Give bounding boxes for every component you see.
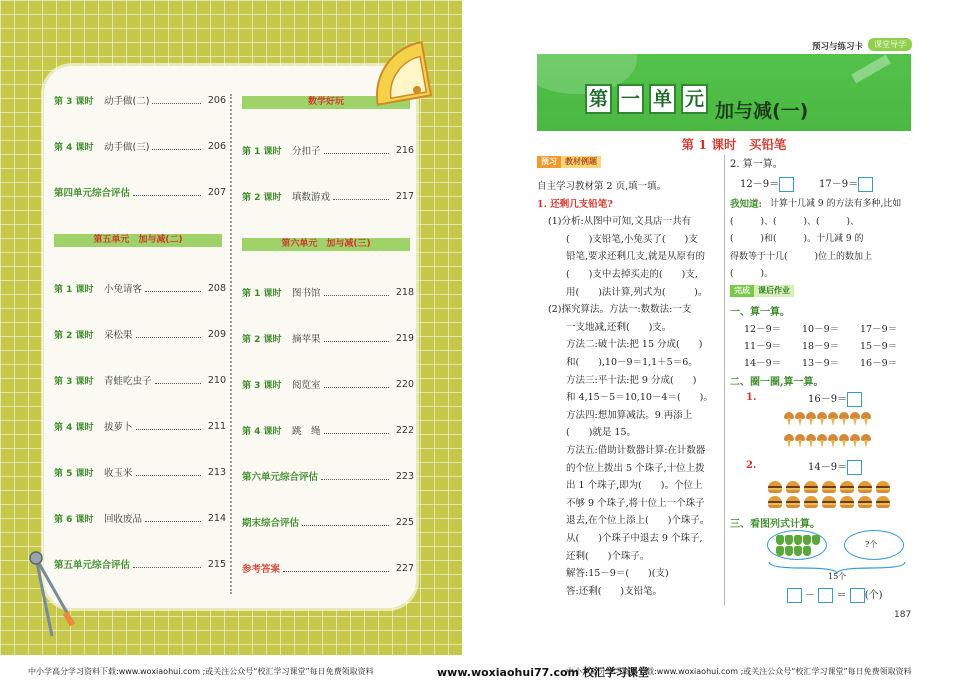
- ice-cream-icon[interactable]: [850, 412, 860, 426]
- toc-leader-dots: [136, 422, 201, 430]
- toc-page-number: 208: [207, 282, 226, 294]
- answer-box[interactable]: [850, 588, 865, 603]
- footer-left-text: 中小学高分学习资料下载:www.woxiaohui.com ;或关注公众号“校汇学习课堂”每日免费领取资料: [28, 667, 374, 676]
- expr: 16－9＝: [808, 394, 848, 405]
- toc-entry-title: 期末综合评估: [242, 518, 300, 529]
- burger-icon[interactable]: [858, 496, 872, 508]
- ice-cream-icon[interactable]: [795, 434, 805, 448]
- toc-leader-dots: [321, 472, 389, 480]
- burger-icon[interactable]: [822, 481, 836, 493]
- exercise-line: ( )支铅笔,小兔买了( )支: [566, 233, 698, 245]
- toc-page-number: 219: [395, 332, 414, 344]
- exercise-line: 用( )法计算,列式为( )。: [566, 286, 708, 298]
- expr: 17－9＝: [819, 179, 859, 190]
- preview-tag: [537, 156, 601, 168]
- toc-lesson-title: 分扣子: [292, 146, 321, 157]
- left-page: [0, 0, 462, 655]
- burger-icon[interactable]: [822, 496, 836, 508]
- header-text: 预习与练习卡: [812, 42, 864, 52]
- toc-lesson-number: 第 6 课时: [54, 514, 94, 525]
- toc-leader-dots: [145, 514, 201, 522]
- pepper-icon: [794, 546, 802, 556]
- ice-cream-icon[interactable]: [817, 434, 827, 448]
- toc-page-number: 225: [395, 516, 414, 528]
- pepper-icon: [776, 535, 784, 545]
- ice-cream-icon[interactable]: [806, 412, 816, 426]
- toc-page-number: 207: [207, 186, 226, 198]
- toc-page-number: 218: [395, 286, 414, 298]
- ice-cream-cone: [787, 440, 791, 448]
- know-line: 得数等于十几( )位上的数加上: [730, 251, 873, 262]
- toc-entry-title: 第四单元综合评估: [54, 188, 131, 199]
- ice-cream-icon[interactable]: [795, 412, 805, 426]
- toc-lesson-title: 青蛙吃虫子: [104, 376, 152, 387]
- lesson-title: 第 1 课时 买铅笔: [681, 137, 787, 152]
- answer-box[interactable]: [787, 588, 802, 603]
- burger-icon[interactable]: [840, 481, 854, 493]
- toc-lesson-number: 第 4 课时: [54, 142, 94, 153]
- ice-cream-icon[interactable]: [839, 434, 849, 448]
- toc-lesson-number: 第 2 课时: [242, 192, 282, 203]
- circle-q2: [808, 458, 862, 475]
- toc-unit-band: 第五单元 加与减(二): [54, 234, 222, 247]
- toc-entry-title: 参考答案: [242, 564, 281, 575]
- exercise-line: 的个位上拨出 5 个珠子,十位上拨: [566, 462, 705, 474]
- toc-lesson-title: 采松果: [104, 330, 133, 341]
- unknown-count-label: ?个: [865, 540, 878, 549]
- exercise-line: 方法四:想加算减法。9 再添上: [566, 409, 693, 421]
- toc-lesson-number: 第 3 课时: [54, 96, 94, 107]
- ice-cream-cone: [853, 440, 857, 448]
- toc-page-number: 227: [395, 562, 414, 574]
- toc-page-number: 216: [395, 144, 414, 156]
- expr: 14－9＝: [808, 462, 848, 473]
- ice-cream-cone: [820, 418, 824, 426]
- know-line: ( )。: [730, 269, 774, 279]
- burger-icon[interactable]: [876, 496, 890, 508]
- toc-lesson-title: 收玉米: [104, 468, 133, 479]
- toc-entry[interactable]: [54, 372, 226, 388]
- toc-entry[interactable]: [54, 138, 226, 154]
- unit-char: 一: [617, 84, 644, 114]
- toc-entry[interactable]: [242, 422, 414, 438]
- ice-cream-icon[interactable]: [828, 434, 838, 448]
- toc-lesson-number: 第 3 课时: [242, 380, 282, 391]
- expr: 12－9＝: [740, 179, 780, 190]
- pepper-icon: [803, 546, 811, 556]
- toc-lesson-title: 小兔请客: [104, 284, 143, 295]
- toc-entry-title: 第五单元综合评估: [54, 560, 131, 571]
- ice-cream-icon[interactable]: [784, 434, 794, 448]
- exercise-line: 自主学习教材第 2 页,填一填。: [537, 181, 667, 192]
- pepper-icon: [785, 546, 793, 556]
- toc-leader-dots: [155, 376, 201, 384]
- calc-item: 11－9＝: [744, 341, 782, 352]
- toc-leader-dots: [133, 188, 201, 196]
- footer-strip: [0, 664, 962, 680]
- toc-page-number: 206: [207, 94, 226, 106]
- exercise-line: 铅笔,要求还剩几支,就是从原有的: [566, 251, 706, 263]
- toc-divider: [230, 94, 232, 594]
- toc-entry[interactable]: [242, 468, 414, 484]
- calc-item: 14－9＝: [744, 358, 782, 369]
- compass-icon: [22, 548, 92, 643]
- ice-cream-icon[interactable]: [861, 412, 871, 426]
- page-number: 187: [894, 610, 912, 620]
- ice-cream-cone: [798, 440, 802, 448]
- footer-site-link[interactable]: www.woxiaohui77.com 校汇学习课堂: [437, 666, 649, 679]
- pepper-group-oval: [767, 530, 827, 560]
- footer-right-text: 中小学高分学习资料下载:www.woxiaohui.com ;或关注公众号“校汇学习课堂”每日免费领取资料: [566, 667, 912, 676]
- answer-box[interactable]: [858, 177, 873, 192]
- toc-entry[interactable]: [54, 510, 226, 526]
- preview-tag-label: 预习: [537, 156, 561, 168]
- toc-entry[interactable]: [242, 142, 414, 158]
- toc-page-number: 206: [207, 140, 226, 152]
- question-1-title: 1. 还剩几支铅笔?: [537, 198, 613, 210]
- toc-lesson-number: 第 5 课时: [54, 468, 94, 479]
- toc-lesson-title: 阅览室: [292, 380, 321, 391]
- toc-leader-dots: [324, 334, 389, 342]
- practice-tag-desc: 课后作业: [754, 285, 794, 297]
- toc-entry-title: 第六单元综合评估: [242, 472, 319, 483]
- pepper-icon: [785, 535, 793, 545]
- ice-cream-cone: [853, 418, 857, 426]
- right-page: [484, 0, 962, 655]
- exercise-line: 和 4,15－5＝10,10－4＝( )。: [566, 392, 713, 404]
- exercise-line: 方法五:借助计数器计算:在计数器: [566, 445, 706, 456]
- ice-cream-icon[interactable]: [861, 434, 871, 448]
- toc-entry[interactable]: [54, 326, 226, 342]
- know-line: ( )、( )、( )、: [730, 216, 860, 227]
- toc-leader-dots: [324, 288, 389, 296]
- pepper-icon: [803, 535, 811, 545]
- calc-item: 13－9＝: [802, 358, 840, 369]
- exercise-line: 不够 9 个珠子,将十位上一个珠子: [566, 497, 705, 509]
- ice-cream-cone: [842, 418, 846, 426]
- question-2-a: [740, 175, 794, 192]
- preview-tag-desc: 教材例题: [561, 156, 601, 168]
- unit-char: 元: [681, 84, 708, 114]
- ice-cream-icon[interactable]: [828, 412, 838, 426]
- toc-lesson-title: 回收废品: [104, 514, 143, 525]
- toc-leader-dots: [302, 518, 389, 526]
- toc-entry[interactable]: [54, 464, 226, 480]
- toc-entry[interactable]: [54, 92, 226, 108]
- protractor-icon: [365, 38, 439, 112]
- calc-item: 10－9＝: [802, 324, 840, 335]
- column-divider: [724, 155, 725, 605]
- toc-lesson-number: 第 1 课时: [54, 284, 94, 295]
- toc-entry[interactable]: [54, 280, 226, 296]
- pepper-icon: [794, 535, 802, 545]
- calc-item: 15－9＝: [860, 341, 898, 352]
- burger-icon[interactable]: [768, 496, 782, 508]
- toc-card: [44, 66, 416, 608]
- toc-page-number: 210: [207, 374, 226, 386]
- toc-lesson-title: 跳 绳: [292, 426, 321, 437]
- ice-cream-icon[interactable]: [784, 412, 794, 426]
- toc-unit-band: 第六单元 加与减(三): [242, 238, 410, 251]
- ice-cream-row: [784, 434, 871, 448]
- burger-icon[interactable]: [876, 481, 890, 493]
- total-label: 15个: [828, 572, 847, 581]
- ice-cream-cone: [809, 418, 813, 426]
- answer-box[interactable]: [779, 177, 794, 192]
- toc-page-number: 217: [395, 190, 414, 202]
- exercise-line: 方法二:破十法:把 15 分成( ): [566, 339, 703, 351]
- burger-icon[interactable]: [786, 496, 800, 508]
- toc-leader-dots: [324, 380, 389, 388]
- toc-leader-dots: [145, 284, 201, 292]
- toc-lesson-title: 摘苹果: [292, 334, 321, 345]
- unit-banner: [537, 54, 911, 131]
- section-2-title: 二、圈一圈,算一算。: [730, 377, 824, 388]
- calc-item: 18－9＝: [802, 341, 840, 352]
- burger-icon[interactable]: [840, 496, 854, 508]
- burger-row: [768, 481, 893, 493]
- ice-cream-cone: [864, 440, 868, 448]
- exercise-line: 和( ),10－9＝1,1＋5＝6。: [566, 357, 698, 368]
- toc-page-number: 222: [395, 424, 414, 436]
- toc-entry[interactable]: [242, 376, 414, 392]
- toc-leader-dots: [136, 330, 201, 338]
- toc-lesson-number: 第 4 课时: [54, 422, 94, 433]
- toc-lesson-number: 第 2 课时: [242, 334, 282, 345]
- toc-leader-dots: [333, 192, 389, 200]
- toc-page-number: 211: [207, 420, 226, 432]
- ice-cream-cone: [864, 418, 868, 426]
- answer-box[interactable]: [847, 460, 862, 475]
- toc-page-number: 213: [207, 466, 226, 478]
- pepper-icon: [776, 546, 784, 556]
- header-badge: 课堂导学: [868, 38, 912, 51]
- ice-cream-cone: [842, 440, 846, 448]
- toc-entry[interactable]: [242, 514, 414, 530]
- ice-cream-row: [784, 412, 871, 426]
- calc-item: 17－9＝: [860, 324, 898, 335]
- toc-page-number: 220: [395, 378, 414, 390]
- toc-page-number: 223: [395, 470, 414, 482]
- exercise-line: ( )就是 15。: [566, 427, 637, 439]
- pepper-icon: [812, 535, 820, 545]
- ice-cream-cone: [831, 418, 835, 426]
- toc-lesson-title: 动手做(二): [104, 96, 150, 107]
- toc-page-number: 214: [207, 512, 226, 524]
- toc-entry[interactable]: [242, 284, 414, 300]
- exercise-line: ( )支中去掉买走的( )支,: [566, 269, 698, 280]
- ice-cream-icon[interactable]: [806, 434, 816, 448]
- toc-lesson-title: 图书馆: [292, 288, 321, 299]
- circle-q2-number: 2.: [746, 460, 757, 471]
- toc-leader-dots: [324, 146, 389, 154]
- toc-leader-dots: [152, 142, 201, 150]
- toc-leader-dots: [324, 426, 389, 434]
- equation-row: － ＝ (个): [787, 586, 883, 603]
- toc-entry[interactable]: [54, 184, 226, 200]
- exercise-line: 从( )个珠子中退去 9 个珠子,: [566, 533, 703, 544]
- answer-box[interactable]: [847, 392, 862, 407]
- ice-cream-cone: [798, 418, 802, 426]
- ice-cream-cone: [820, 440, 824, 448]
- exercise-line: 方法三:平十法:把 9 分成( ): [566, 374, 697, 386]
- toc-entry[interactable]: [54, 418, 226, 434]
- section-3-title: 三、看图列式计算。: [730, 519, 820, 530]
- know-line: ( )和( )。十几减 9 的: [730, 234, 864, 244]
- toc-leader-dots: [283, 564, 389, 572]
- circle-q1-number: 1.: [746, 392, 757, 403]
- ice-cream-icon[interactable]: [817, 412, 827, 426]
- toc-page-number: 215: [207, 558, 226, 570]
- section-1-title: 一、算一算。: [730, 307, 790, 318]
- unit-label: (个): [864, 590, 883, 601]
- banner-stripe: [851, 55, 891, 84]
- calc-item: 16－9＝: [860, 358, 898, 369]
- toc-leader-dots: [136, 468, 201, 476]
- calc-item: 12－9＝: [744, 324, 782, 335]
- unit-subtitle: 加与减(一): [715, 100, 809, 122]
- toc-lesson-title: 动手做(三): [104, 142, 150, 153]
- practice-tag-label: 完成: [730, 285, 754, 297]
- exercise-line: 答:还剩( )支铅笔。: [566, 585, 663, 597]
- toc-lesson-number: 第 1 课时: [242, 288, 282, 299]
- toc-lesson-title: 填数游戏: [292, 192, 331, 203]
- question-2: 2. 算一算。: [730, 159, 783, 170]
- exercise-line: (2)探究算法。方法一:数数法:一支: [548, 304, 692, 316]
- burger-icon[interactable]: [804, 496, 818, 508]
- exercise-line: 解答:15－9＝( )(支): [566, 568, 669, 580]
- toc-page-number: 209: [207, 328, 226, 340]
- know-line: 计算十几减 9 的方法有多种,比如: [770, 199, 902, 209]
- know-label: 我知道:: [730, 199, 763, 210]
- toc-lesson-number: 第 4 课时: [242, 426, 282, 437]
- unknown-group-oval: [844, 530, 904, 560]
- question-2-b: [819, 175, 873, 192]
- exercise-line: (1)分析:从图中可知,文具店一共有: [548, 216, 692, 228]
- toc-lesson-number: 第 3 课时: [54, 376, 94, 387]
- ice-cream-cone: [809, 440, 813, 448]
- ice-cream-icon[interactable]: [839, 412, 849, 426]
- toc-lesson-title: 拔萝卜: [104, 422, 133, 433]
- toc-entry[interactable]: [242, 188, 414, 204]
- exercise-line: 退去,在个位上添上( )个珠子。: [566, 515, 710, 527]
- burger-row: [768, 496, 893, 508]
- burger-icon[interactable]: [768, 481, 782, 493]
- burger-icon[interactable]: [786, 481, 800, 493]
- ice-cream-cone: [831, 440, 835, 448]
- toc-unit-band: 数学好玩: [242, 96, 410, 109]
- circle-q1: [808, 390, 862, 407]
- burger-icon[interactable]: [858, 481, 872, 493]
- toc-leader-dots: [152, 96, 201, 104]
- burger-icon[interactable]: [804, 481, 818, 493]
- toc-lesson-number: 第 2 课时: [54, 330, 94, 341]
- unit-char: 单: [649, 84, 676, 114]
- exercise-line: 还剩( )个珠子。: [566, 550, 650, 562]
- answer-box[interactable]: [818, 588, 833, 603]
- ice-cream-icon[interactable]: [850, 434, 860, 448]
- practice-tag: [730, 285, 794, 297]
- exercise-line: 出 1 个珠子,即为( )。个位上: [566, 480, 703, 492]
- toc-lesson-number: 第 1 课时: [242, 146, 282, 157]
- unit-char: 第: [585, 84, 612, 114]
- ice-cream-cone: [787, 418, 791, 426]
- toc-entry[interactable]: [242, 560, 414, 576]
- toc-entry[interactable]: [242, 330, 414, 346]
- toc-leader-dots: [133, 560, 201, 568]
- exercise-line: 一支地减,还剩( )支。: [566, 321, 672, 333]
